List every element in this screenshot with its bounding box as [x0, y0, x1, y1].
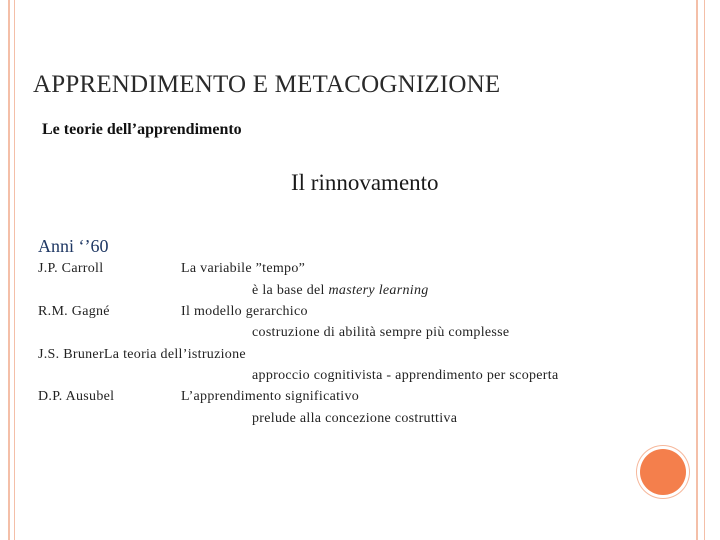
theory-gagne: Il modello gerarchico	[181, 304, 308, 319]
right-border-line	[696, 0, 698, 540]
detail-carroll	[252, 283, 429, 299]
slide-title: APPRENDIMENTO E METACOGNIZIONE	[33, 71, 501, 98]
detail-gagne: costruzione di abilità sempre più complesse	[252, 325, 510, 340]
section-heading: Il rinnovamento	[291, 170, 439, 195]
detail-carroll-text: è la base del	[252, 283, 329, 298]
slide-subtitle: Le teorie dell’apprendimento	[42, 121, 242, 138]
detail-ausubel: prelude alla concezione costruttiva	[252, 411, 458, 426]
author-theory-bruner: J.S. BrunerLa teoria dell’istruzione	[38, 347, 246, 362]
right-border-line-outer	[704, 0, 705, 540]
theory-ausubel: L’apprendimento significativo	[181, 389, 360, 404]
decade-label: Anni ‘’60	[38, 236, 109, 256]
detail-carroll-emphasis: mastery learning	[328, 283, 429, 298]
left-border-line-inner	[14, 0, 15, 540]
author-ausubel: D.P. Ausubel	[38, 389, 115, 404]
author-gagne: R.M. Gagné	[38, 304, 110, 319]
author-carroll: J.P. Carroll	[38, 261, 104, 276]
detail-bruner: approccio cognitivista - apprendimento per scoperta	[252, 368, 559, 383]
decorative-circle	[640, 449, 686, 495]
left-border-line	[8, 0, 10, 540]
theory-carroll: La variabile ”tempo”	[181, 261, 306, 276]
